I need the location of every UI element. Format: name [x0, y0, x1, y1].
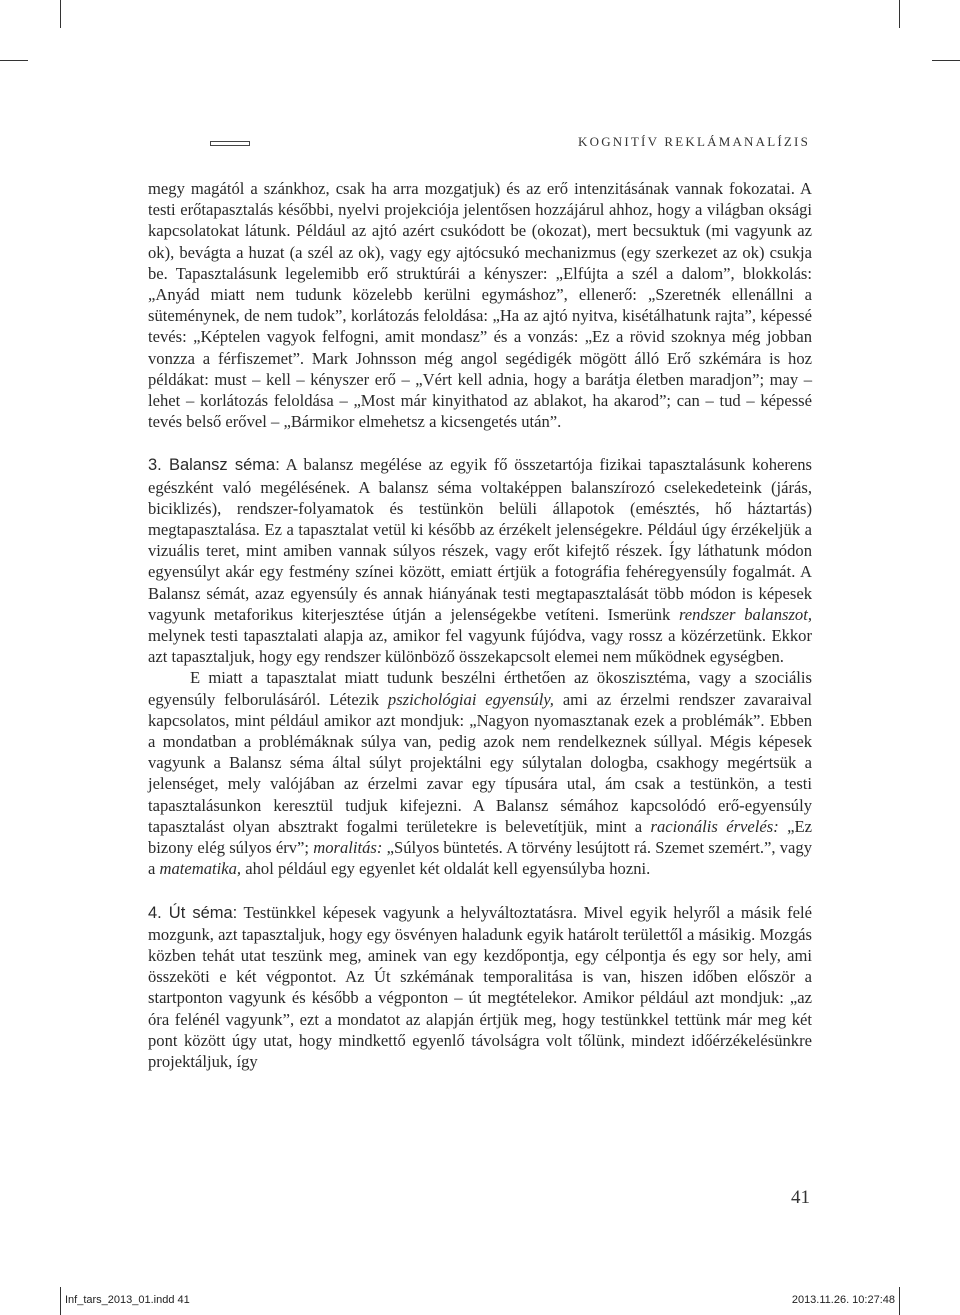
slug-filename: Inf_tars_2013_01.indd 41 — [65, 1294, 190, 1306]
section-4-paragraph: 4. Út séma: Testünkkel képesek vagyunk a helyváltoztatásra. Mivel egyik helyről a másik felé mozgunk, azt tapasztaljuk, hogy egy ösvényen haladunk egyik határolt területtől a másikig. Mozgás közben tehát utat teszünk meg, aminek van egy kezdőpontja, egy célpontja és egy sor hely, ami összeköti e két végpontot. Az Út szkémának temporalitása is van, hiszen időben először a startponton vagyunk és később a végponton – út megtételekor. Amikor például azt mondjuk: „az óra felénél vagyunk”, ezt a mondatot az alapján értjük meg, hogy testünkkel tettünk már meg két pont között úgy utat, hogy mindkettő egyenlő távolságra volt tőlünk, mindezt időérzékelésünkre projektáljuk, így — [148, 902, 812, 1071]
crop-mark-top-right — [899, 0, 900, 28]
italic-term: moralitás: — [313, 838, 383, 858]
italic-term: racionális érvelés: — [650, 816, 779, 836]
running-header: KOGNITÍV REKLÁMANALÍZIS — [578, 134, 810, 149]
italic-term: rendszer balanszot, — [678, 604, 812, 624]
section-gap — [148, 880, 812, 902]
page-body — [148, 178, 812, 1072]
slug-timestamp: 2013.11.26. 10:27:48 — [791, 1294, 895, 1306]
crop-mark-top-left-h — [0, 60, 28, 61]
body-paragraph: megy magától a szánkhoz, csak ha arra mozgatjuk) és az erő intenzitásának vannak fokozatai. A testi erőtapasztalás későbbi, nyelvi projekciója jelentősen hozzájárul ahhoz, hogy a világban oksági kapcsolatokat látunk. Például az ajtó azért csukódott be (okozat), mert becsuktuk (mi vagyunk az ok), bevágta a huzat (a szél az ok), vagy egy ajtócsukó mechanizmus (egy szerkezet az ok) csukja be. Tapasztalásunk legelemibb erő struktúrái a kényszer: „Elfújta a szél a dalom”, blokkolás: „Anyád miatt nem tudunk közelebb kerülni egymáshoz”, ellenerő: „Szeretnék ellenállni a süteménynek, de nem tudok”, korlátozás feloldása: „Ha az ajtó nyitva, kisétálhatunk rajta”, képessé tevés: „Képtelen vagyok felfogni, amit mondasz” és a vonzás: „Ez a rövid szoknya még jobban vonzza a férfiszemet”. Mark Johnsson még angol segédigék mögött álló Erő szkémára is hoz példákat: must – kell – kényszer erő – „Vért kell adnia, hogy a barátja életben maradjon”; may – lehet – korlátozás feloldása – „Most már kinyithatod az ablakot, ha akarod”; can – tud – képessé tevés belső erővel – „Bármikor elmehetsz a kicsengetés után”. — [148, 179, 812, 432]
italic-term: pszichológiai egyensúly, — [387, 689, 554, 709]
crop-mark-bottom-right — [899, 1287, 900, 1315]
crop-mark-bottom-left — [60, 1287, 61, 1315]
section-4-heading: 4. Út séma: — [148, 903, 238, 922]
section-3-paragraph-2: E miatt a tapasztalat miatt tudunk beszélni érthetően az ökoszisztéma, vagy a szociális egyensúly felborulásáról. Létezik pszichológiai egyensúly, ami az érzelmi rendszer zavaraival kapcsolatos, mint például amikor azt mondjuk: „Nagyon nyomasztanak ezek a problémák”. Ebben a mondatban a problémáknak súlya van, pedig azok nem rendelkeznek súllyal. Mégis képesek vagyunk a Balansz séma által súlyt projektálni egy súlytalan dologba, csakhogy megértsük a jelenséget, mely valójában az érzelmi zavar egy típusára utal, ám csak a testünkön, a testi tapasztalásunkon keresztül tudjuk kifejezni. A Balansz sémához kapcsolódó erő-egyensúly tapasztalást olyan absztrakt fogalmi területekre is belevetítjük, mint a racionális érvelés: „Ez bizony elég súlyos érv”; moralitás: „Súlyos büntetés. A törvény lesújtott rá. Szemet szemért.”, vagy a matematika, ahol például egy egyenlet két oldalát kell egyensúlyba hozni. — [148, 668, 812, 879]
italic-term: matematika, — [159, 859, 242, 879]
page-number: 41 — [791, 1187, 810, 1208]
section-3-heading: 3. Balansz séma: — [148, 456, 280, 475]
section-3-paragraph: 3. Balansz séma: A balansz megélése az egyik fő összetartója fizikai tapasztalásunk koherens egészként való megélésének. A balansz séma voltaképpen balanszírozó cselekedeteink (járás, biciklizés), rendszer-folyamatok és testünkön belüli állapotok (emésztés, hő háztartás) megtapasztalása. Ez a tapasztalat vetül ki később az érzékelt jelenségekre. Például úgy érzékeljük a vizuális teret, mint amiben vannak súlyos részek, vagy erőt kifejtő részek. Így láthatunk módon egyensúlyt akár egy festmény színei között, emiatt értjük a fotográfia fehéregyensúly fogalmát. A Balansz sémát, azaz egyensúly és annak hiányának testi megtapasztalását több módon is képesek vagyunk metaforikus kiterjesztése útján a jelenségekbe vetíteni. Ismerünk rendszer balanszot, melynek testi tapasztalati alapja az, amikor fel vagyunk fújódva, vagy rossz a közérzetünk. Ekkor azt tapasztaljuk, hogy egy rendszer különböző összekapcsolt elemei nem működnek egységben. — [148, 455, 813, 667]
crop-mark-top-left — [60, 0, 61, 28]
crop-mark-top-right-h — [932, 60, 960, 61]
header-rule — [210, 141, 250, 146]
section-gap — [148, 432, 812, 454]
